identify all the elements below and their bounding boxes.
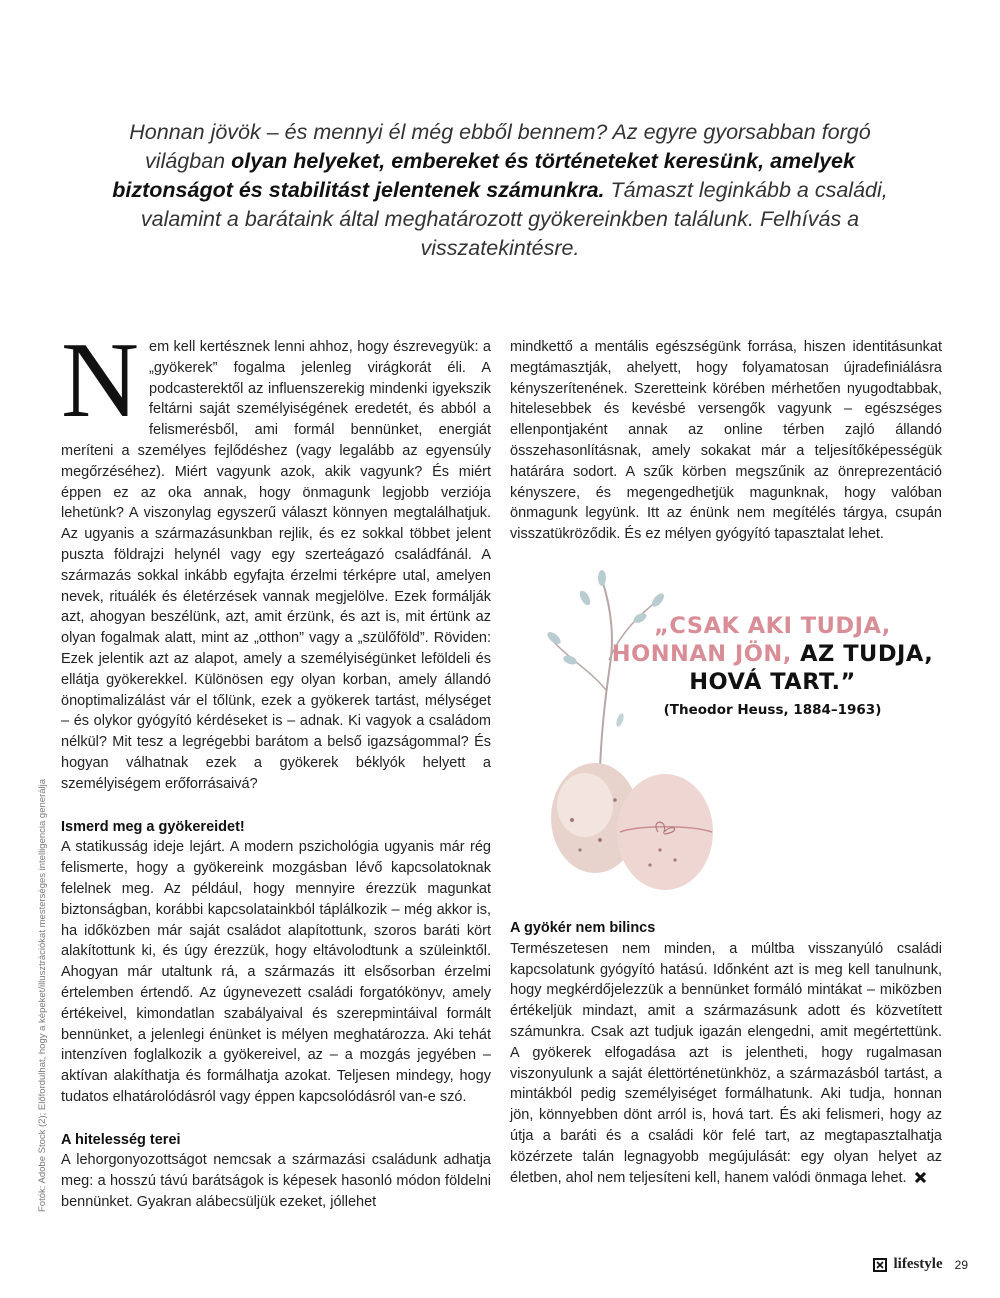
end-mark-icon bbox=[915, 1172, 926, 1183]
lead-text-2: Támaszt leginkább a családi, valamint a barátaink által meghatározott gyökereinkben találunk. Felhívás a visszatekintésre. bbox=[140, 178, 888, 260]
subheading-authenticity: A hitelesség terei bbox=[61, 1131, 181, 1148]
lead-text-bold: olyan helyeket, embereket és történeteket keresünk, amelyek biztonságot és stabilitást jelentenek számunkra. bbox=[112, 149, 855, 202]
quote-line-1: „CSAK AKI TUDJA, bbox=[654, 613, 891, 639]
paragraph-root-not-chain bbox=[510, 939, 942, 1189]
right-column-top bbox=[510, 337, 942, 545]
page-footer bbox=[873, 1256, 968, 1273]
quote-line-2-dark: AZ TUDJA, bbox=[791, 641, 934, 667]
paragraph-authenticity: A lehorgonyozottságot nemcsak a származási családunk adhatja meg: a hosszú távú barátságok is képesek hasonló módon földelni bennünket. Gyakran alábecsüljük ezeket, jóllehet bbox=[61, 1152, 491, 1211]
intro-paragraph bbox=[61, 321, 491, 795]
paragraph-continued: mindkettő a mentális egészségünk forrása, hiszen identitásunkat megtámasztják, ahelyett, hogy folyamatosan újradefiniálásra kényszerítenének. Szeretteink körében mérhetően nyugodtabbak, hitelesebbek és kevésbé versengők vagyunk – egészséges ellenpontjaként annak az online térben zajló állandó összehasonlításnak, amely sokakat már a teljesítőképességük határára sodort. A szűk körben megszűnik az önreprezentáció kényszere, és megengedhetjük magunknak, hogy valóban önmagunk legyünk. Itt az énünk nem megítélés tárgya, csupán visszatükröződik. És ez mélyen gyógyító tapasztalat lehet. bbox=[510, 339, 942, 543]
quote-line-2-pink: HONNAN JÖN, bbox=[611, 641, 792, 667]
photo-credit: Fotók: Adobe Stock (2); Előfordulhat, hogy a képeket/illusztrációkat mesterséges intelligencia generálja bbox=[37, 778, 48, 1212]
right-column-bottom bbox=[510, 918, 942, 1188]
paragraph-roots: A statikusság ideje lejárt. A modern pszichológia ugyanis már rég felismerte, hogy a gyökereink mozgásban lévő kapcsolatoknak felelnek meg. Az például, hogy mennyire érezzük magunkat biztonságban, korábbi kapcsolatainkból táplálkozik – még akkor is, ha időközben már saját családot alapítottunk, szoros baráti kört alakítottunk ki, és úgy érezzük, hogy eltávolodtunk a szüleinktől. Ahogyan már utaltunk rá, a származás itt elsősorban érzelmi értelemben értendő. Az úgynevezett családi forgatókönyv, amely értékeivel, kimondatlan szabályaival és szerepmintáival formált bennünket, a jelenlegi énünket is mélyen meghatározza. Aki tehát intenzíven foglalkozik a gyökereivel, az – a mozgás jegyében – aktívan alakíthatja és formálhatja azokat. Teljesen mindegy, hogy tudatos elhatárolódásról vagy éppen kapcsolódásról van-e szó. bbox=[61, 839, 491, 1105]
quote-attribution: (Theodor Heuss, 1884–1963) bbox=[663, 702, 882, 718]
page-number: 29 bbox=[954, 1257, 968, 1272]
brand-name: lifestyle bbox=[893, 1256, 943, 1272]
quote-line-3: HOVÁ TART.” bbox=[689, 669, 856, 695]
subheading-root-not-chain: A gyökér nem bilincs bbox=[510, 920, 656, 936]
lead-text-1: Honnan jövök – és mennyi él még ebből bennem? Az egyre gyorsabban forgó világban bbox=[129, 120, 871, 173]
subheading-roots: Ismerd meg a gyökereidet! bbox=[61, 818, 245, 835]
drop-cap: N bbox=[61, 321, 139, 440]
intro-text: em kell kertésznek lenni ahhoz, hogy észrevegyük: a „gyökerek” fogalma jelenleg virágkorát éli. A podcasterektől az influenszerekig mindenki igyekszik feltárni saját személyiségének eredetét, és abból a felismerésből, ami formál bennünket, energiát meríteni a személyes fejlődéshez (vagy legalább az egyensúly megőrzéséhez). Miért vagyunk azok, akik vagyunk? És miért éppen ez az oka annak, hogy önmagunk legjobb verziója lehetünk? A viszonylag egyszerű választ könnyen megtalálhatjuk. Az ugyanis a származásunkban rejlik, és ez sokkal többet jelent puszta földrajzi helynél vagy egy szerteágazó családfánál. A származás sokkal inkább egyfajta érzelmi térképre utal, amelyen nevek, rituálék és életérzések vannak megjelölve. Ezek formálják azt, ahogyan beszélünk, azt, amit érzünk, és azt is, mit értünk az olyan fogalmak alatt, mint az „otthon” vagy a „szülőföld”. Röviden: Ezek jelentik azt az alapot, amely a személyiségünket leföldeli és ellátja gyökerekkel. Különösen egy olyan korban, amely állandó önoptimalizálást vár el tőlünk, ezek a gyökerek tartást, mélységet – és olykor gyógyító kérdéseket is – adnak. Ki vagyok a családom nélkül? Mit tesz a legrégebbi barátom a belső igazságommal? És hogyan válhatnak ezek a gyökerek béklyók helyett a személyiségem erőforrásaivá? bbox=[61, 339, 491, 792]
pull-quote bbox=[600, 612, 945, 718]
left-column bbox=[61, 321, 491, 1213]
quote-line-2 bbox=[600, 640, 945, 668]
brand-logo-icon bbox=[873, 1258, 887, 1272]
paragraph-root-not-chain-text: Természetesen nem minden, a múltba visszanyúló családi kapcsolatunk gyógyító hatású. Időnként azt is meg kell tanulnunk, hogy megkérdőjelezzük a bennünket formáló mintákat – miközben értékeljük mindazt, amit a származásunk adott és közvetített számunkra. Csak azt tudjuk igazán elengedni, amit megértettünk. A gyökerek elfogadása azt is jelentheti, hogy rugalmasan viszonyulunk a saját élettörténetünkhöz, a származásból tartást, a mintákból pedig személyiséget formálhatunk. Aki tudja, honnan jön, könnyebben dönt arról is, hová tart. És aki felismeri, hogy az útja a baráti és a családi kör felé tart, az megtapasztalhatja közérzete talán legnagyobb megújulását: egy olyan helyet az életben, ahol nem teljesíteni kell, hanem valódi önmaga lehet. bbox=[510, 940, 942, 1186]
lead-paragraph bbox=[95, 118, 905, 263]
